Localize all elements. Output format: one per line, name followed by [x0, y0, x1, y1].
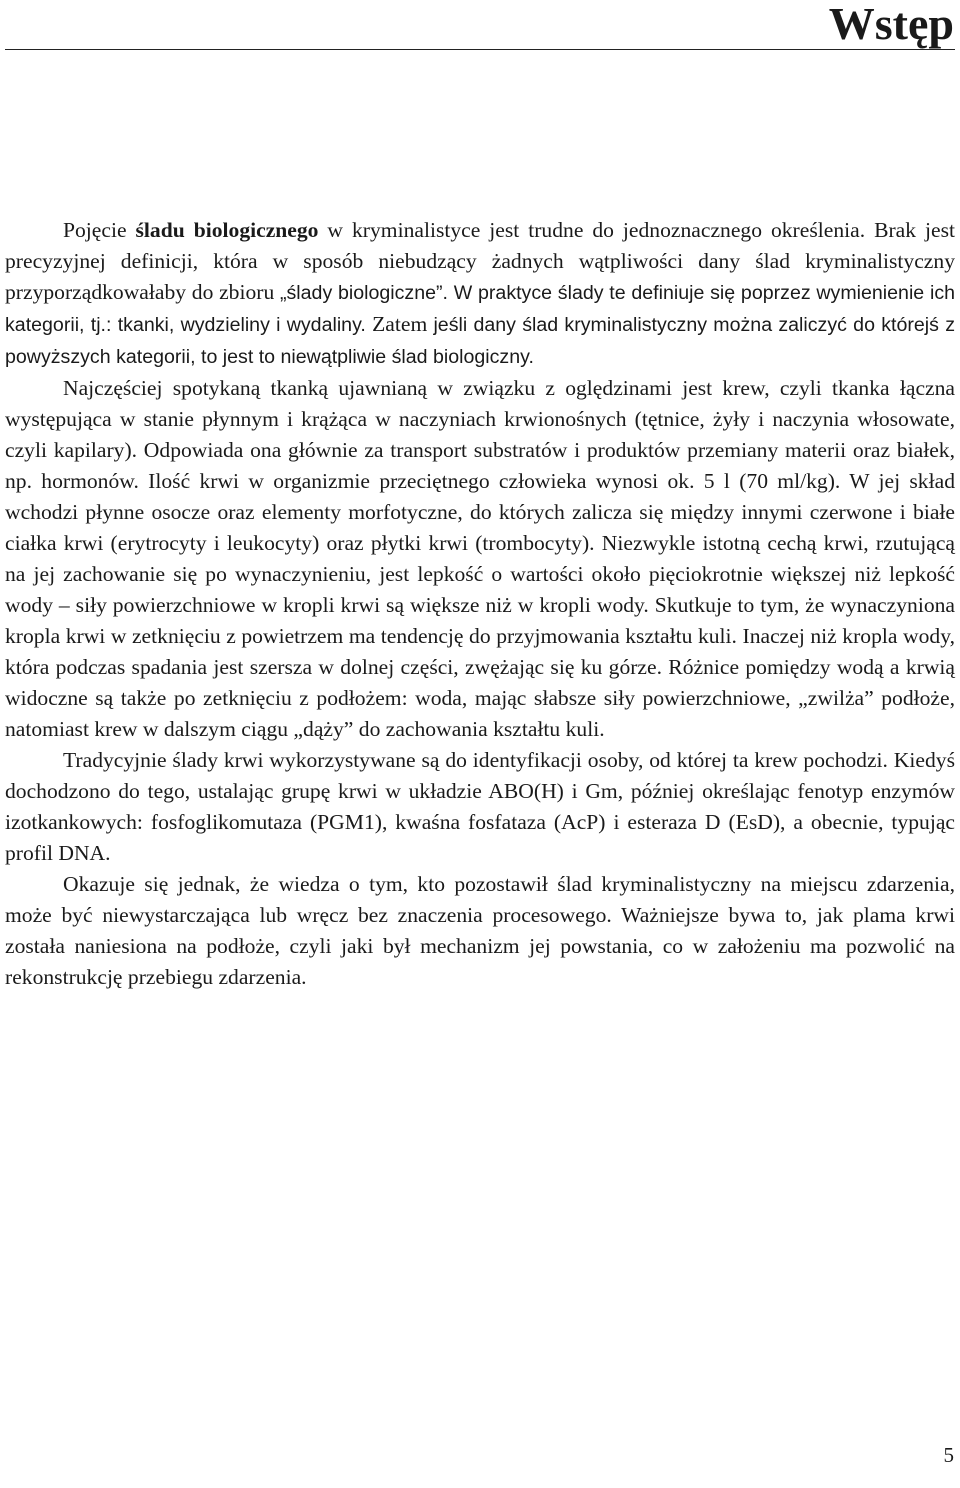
text-run: Zatem [365, 312, 434, 336]
paragraph [5, 373, 955, 745]
body-text [5, 215, 955, 993]
paragraph [5, 869, 955, 993]
chapter-title: Wstęp [828, 0, 954, 49]
text-run: w kryminalistyce jest trudne do jednoznacznego określenia. Brak jest precyzyjnej definicji, która w sposób niebudzący żadnych wątpliwości dany ślad kryminalistyczny przyporządkowałaby do zbioru [5, 218, 955, 304]
text-run: Pojęcie [63, 218, 136, 242]
paragraph [5, 745, 955, 869]
page-number: 5 [943, 1443, 954, 1467]
sans-text-run: jeśli dany ślad kryminalistyczny można zaliczyć do którejś z powyższych kategorii, to jest to niewątpliwie ślad biologiczny. [5, 314, 955, 368]
bold-term: śladu biologicznego [135, 218, 319, 242]
text-run: Najczęściej spotykaną tkanką ujawnianą w związku z oględzinami jest krew, czyli tkanka łączna występująca w stanie płynnym i krążąca w naczyniach krwionośnych (tętnice, żyły i naczynia włosowate, czyli kapilary). Odpowiada ona głównie za transport substratów i produktów przemiany materii oraz białek, np. hormonów. Ilość krwi w organizmie przeciętnego człowieka wynosi ok. 5 l (70 ml/kg). W jej skład wchodzi płynne osocze oraz elementy morfotyczne, do których zalicza się między innymi czerwone i białe ciałka krwi (erytrocyty i leukocyty) oraz płytki krwi (trombocyty). Niezwykle istotną cechą krwi, rzutującą na jej zachowanie się po wynaczynieniu, jest lepkość o wartości około pięciokrotnie większej niż lepkość wody – siły powierzchniowe w kropli krwi są większe niż w kropli wody. Skutkuje to tym, że wynaczyniona kropla krwi w zetknięciu z powietrzem ma tendencję do przyjmowania kształtu kuli. Inaczej niż kropla wody, która podczas spadania jest szersza w dolnej części, zwężając się ku górze. Różnice pomiędzy wodą a krwią widoczne są także po zetknięciu z podłożem: woda, mając słabsze siły powierzchniowe, „zwilża” podłoże, natomiast krew w dalszym ciągu „dąży” do zachowania kształtu kuli. [5, 376, 955, 741]
sans-text-run: „ślady biologiczne”. W praktyce ślady te definiuje się poprzez wymienienie ich kategorii, tj.: tkanki, wydzieliny i wydaliny. [5, 282, 956, 336]
title-rule [5, 49, 955, 50]
text-run: Okazuje się jednak, że wiedza o tym, kto pozostawił ślad kryminalistyczny na miejscu zdarzenia, może być niewystarczająca lub wręcz bez znaczenia procesowego. Ważniejsze bywa to, jak plama krwi została naniesiona na podłoże, czyli jaki był mechanizm jej powstania, co w założeniu ma pozwolić na rekonstrukcję przebiegu zdarzenia. [5, 872, 955, 989]
text-run: Tradycyjnie ślady krwi wykorzystywane są do identyfikacji osoby, od której ta krew pochodzi. Kiedyś dochodzono do tego, ustalając grupę krwi w układzie ABO(H) i Gm, później określając fenotyp enzymów izotkankowych: fosfoglikomutaza (PGM1), kwaśna fosfataza (AcP) i esteraza D (EsD), a obecnie, typując profil DNA. [5, 748, 955, 865]
paragraph [5, 215, 955, 373]
